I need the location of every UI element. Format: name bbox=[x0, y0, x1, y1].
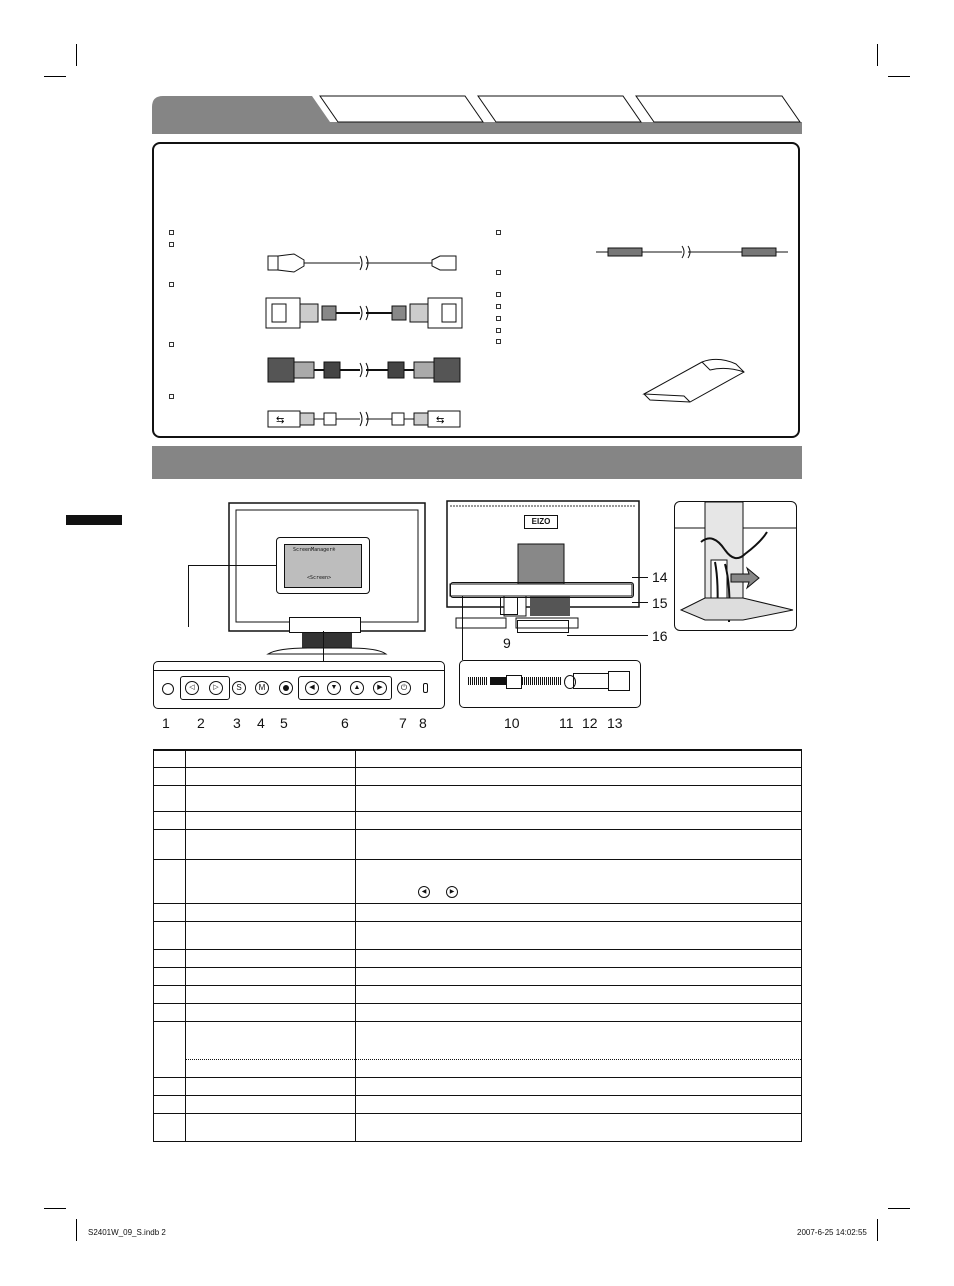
table-row bbox=[154, 921, 802, 949]
callout-2: 2 bbox=[197, 715, 205, 731]
osd-screen bbox=[284, 544, 362, 588]
section-tabs bbox=[152, 95, 802, 135]
callout-10: 10 bbox=[504, 715, 520, 731]
svg-text:⇆: ⇆ bbox=[276, 415, 285, 426]
table-row bbox=[154, 767, 802, 785]
checkbox-icon bbox=[496, 230, 501, 235]
table-row bbox=[154, 1113, 802, 1141]
table-row bbox=[154, 811, 802, 829]
cable-holder-illustration bbox=[640, 356, 750, 406]
crop-mark bbox=[44, 1208, 66, 1209]
arrow-right-icon: ▶ bbox=[446, 886, 458, 898]
checkbox-icon bbox=[496, 339, 501, 344]
side-index-tab bbox=[66, 515, 122, 525]
table-row bbox=[154, 1059, 802, 1077]
tab-active bbox=[152, 96, 330, 134]
table-row bbox=[154, 1003, 802, 1021]
checkbox-icon bbox=[169, 342, 174, 347]
table-row bbox=[154, 1095, 802, 1113]
tab-3 bbox=[478, 96, 641, 122]
table-row bbox=[154, 750, 802, 767]
crop-mark bbox=[44, 76, 66, 77]
power-indicator-icon bbox=[423, 683, 428, 693]
front-controls-strip bbox=[289, 617, 361, 633]
osd-title: ScreenManager® bbox=[293, 547, 336, 553]
arrow-down-icon: ▼ bbox=[327, 681, 341, 695]
table-row bbox=[154, 829, 802, 859]
enter-icon bbox=[279, 681, 293, 695]
arrow-up-icon: ▲ bbox=[350, 681, 364, 695]
usb-cable-illustration bbox=[264, 406, 464, 432]
table-row bbox=[154, 1077, 802, 1095]
dvi-cable-illustration bbox=[264, 296, 464, 332]
callout-5: 5 bbox=[280, 715, 288, 731]
input-select-icon: S bbox=[232, 681, 246, 695]
checkbox-icon bbox=[496, 270, 501, 275]
callout-4: 4 bbox=[257, 715, 265, 731]
callout-11: 11 bbox=[559, 715, 574, 731]
parts-table bbox=[153, 749, 802, 1142]
connector-panel-callout bbox=[459, 660, 641, 708]
osd-label: <Screen> bbox=[307, 575, 332, 581]
callout-line bbox=[632, 577, 648, 578]
audio-cable-illustration bbox=[596, 244, 788, 260]
table-row bbox=[154, 859, 802, 903]
footer-file: S2401W_09_S.indb 2 bbox=[88, 1228, 166, 1237]
brand-logo: EIZO bbox=[524, 515, 558, 529]
callout-line bbox=[188, 565, 189, 627]
crop-mark bbox=[76, 1219, 77, 1241]
checkbox-icon bbox=[496, 304, 501, 309]
table-row bbox=[154, 785, 802, 811]
crop-mark bbox=[888, 76, 910, 77]
crop-mark bbox=[888, 1208, 910, 1209]
rear-ports-highlight bbox=[450, 582, 634, 598]
crop-mark bbox=[877, 44, 878, 66]
footer-timestamp: 2007-6-25 14:02:55 bbox=[797, 1228, 867, 1237]
power-connector-highlight bbox=[500, 597, 518, 615]
mode-icon: M bbox=[255, 681, 269, 695]
callout-14: 14 bbox=[652, 569, 668, 585]
table-row bbox=[154, 903, 802, 921]
callout-12: 12 bbox=[582, 715, 598, 731]
tab-4 bbox=[636, 96, 800, 122]
callout-16: 16 bbox=[652, 628, 668, 644]
arrow-right-icon: ▶ bbox=[373, 681, 387, 695]
volume-down-icon: ◁ bbox=[185, 681, 199, 695]
table-row bbox=[154, 949, 802, 967]
stand-cable-illustration bbox=[674, 501, 797, 631]
callout-8: 8 bbox=[419, 715, 427, 731]
arrow-left-icon: ◀ bbox=[418, 886, 430, 898]
table-row bbox=[154, 1021, 802, 1059]
power-cord-illustration bbox=[264, 248, 464, 278]
dsub-cable-illustration bbox=[264, 354, 464, 386]
callout-line bbox=[323, 631, 324, 661]
usb-ports-highlight bbox=[517, 620, 569, 633]
callout-1: 1 bbox=[162, 715, 170, 731]
arrow-left-icon: ◀ bbox=[305, 681, 319, 695]
callout-line bbox=[462, 596, 463, 660]
callout-15: 15 bbox=[652, 595, 668, 611]
sensor-icon bbox=[162, 683, 174, 695]
checkbox-icon bbox=[169, 230, 174, 235]
callout-line bbox=[188, 565, 276, 566]
callout-line bbox=[567, 635, 648, 636]
callout-3: 3 bbox=[233, 715, 241, 731]
checkbox-icon bbox=[169, 282, 174, 287]
callout-7: 7 bbox=[399, 715, 407, 731]
checkbox-icon bbox=[496, 292, 501, 297]
checkbox-icon bbox=[169, 394, 174, 399]
table-row bbox=[154, 967, 802, 985]
checkbox-icon bbox=[496, 328, 501, 333]
callout-line bbox=[632, 602, 648, 603]
crop-mark bbox=[877, 1219, 878, 1241]
checkbox-icon bbox=[496, 316, 501, 321]
callout-9: 9 bbox=[503, 635, 511, 651]
callout-13: 13 bbox=[607, 715, 623, 731]
svg-text:⇆: ⇆ bbox=[436, 415, 445, 426]
crop-mark bbox=[76, 44, 77, 66]
table-row bbox=[154, 985, 802, 1003]
callout-6: 6 bbox=[341, 715, 349, 731]
volume-up-icon: ▷ bbox=[209, 681, 223, 695]
checkbox-icon bbox=[169, 242, 174, 247]
tab-2 bbox=[320, 96, 483, 122]
section-header-band bbox=[152, 446, 802, 479]
power-button-icon: ⏻ bbox=[397, 681, 411, 695]
